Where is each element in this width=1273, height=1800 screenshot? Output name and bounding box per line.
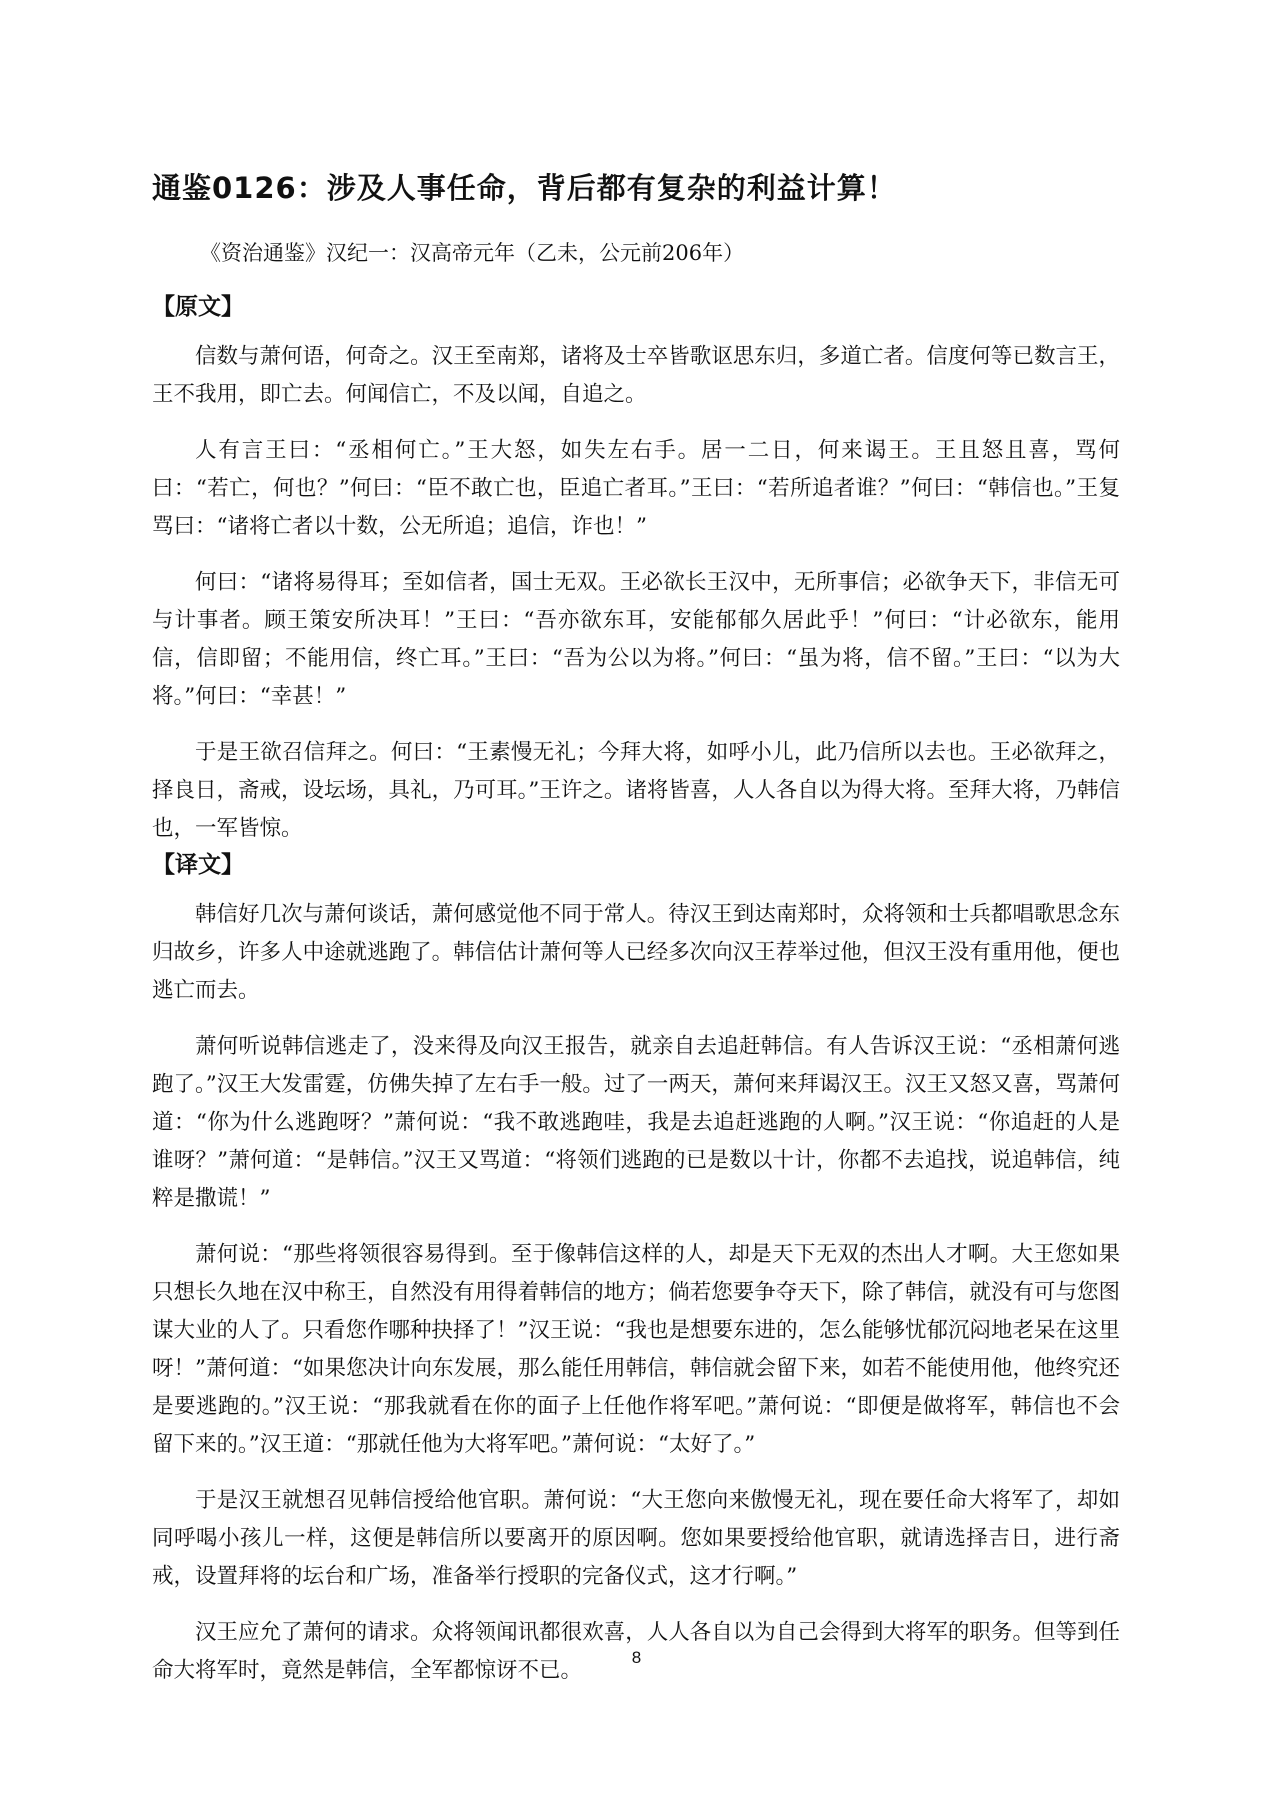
translation-paragraph: 于是汉王就想召见韩信授给他官职。萧何说：“大王您向来傲慢无礼，现在要任命大将军了，却如同呼喝小孩儿一样，这便是韩信所以要离开的原因啊。您如果要授给他官职，就请选择吉日，进行斋戒，设置拜将的坛台和广场，准备举行授职的完备仪式，这才行啊。”	[152, 1488, 1120, 1589]
source-citation: 《资治通鉴》汉纪一：汉高帝元年（乙未，公元前206年）	[200, 241, 745, 265]
translation-paragraph: 萧何说：“那些将领很容易得到。至于像韩信这样的人，却是天下无双的杰出人才啊。大王您如果只想长久地在汉中称王，自然没有用得着韩信的地方；倘若您要争夺天下，除了韩信，就没有可与您图谋大业的人了。只看您作哪种抉择了！”汉王说：“我也是想要东进的，怎么能够忧郁沉闷地老呆在这里呀！”萧何道：“如果您决计向东发展，那么能任用韩信，韩信就会留下来，如若不能使用他，他终究还是要逃跑的。”汉王说：“那我就看在你的面子上任他作将军吧。”萧何说：“即便是做将军，韩信也不会留下来的。”汉王道：“那就任他为大将军吧。”萧何说：“太好了。”	[152, 1242, 1120, 1457]
original-paragraph: 何曰：“诸将易得耳；至如信者，国士无双。王必欲长王汉中，无所事信；必欲争天下，非信无可与计事者。顾王策安所决耳！”王曰：“吾亦欲东耳，安能郁郁久居此乎！”何曰：“计必欲东，能用信，信即留；不能用信，终亡耳。”王曰：“吾为公以为将。”何曰：“虽为将，信不留。”王曰：“以为大将。”何曰：“幸甚！”	[152, 570, 1121, 709]
original-text-section	[152, 290, 1120, 866]
original-paragraph: 信数与萧何语，何奇之。汉王至南郑，诸将及士卒皆歌讴思东归，多道亡者。信度何等已数言王，王不我用，即亡去。何闻信亡，不及以闻，自追之。	[152, 344, 1120, 407]
translation-paragraph: 韩信好几次与萧何谈话，萧何感觉他不同于常人。待汉王到达南郑时，众将领和士兵都唱歌思念东归故乡，许多人中途就逃跑了。韩信估计萧何等人已经多次向汉王荐举过他，但汉王没有重用他，便也逃亡而去。	[152, 902, 1120, 1003]
translation-heading: 【译文】	[152, 852, 244, 878]
original-paragraph: 于是王欲召信拜之。何曰：“王素慢无礼；今拜大将，如呼小儿，此乃信所以去也。王必欲拜之，择良日，斋戒，设坛场，具礼，乃可耳。”王许之。诸将皆喜，人人各自以为得大将。至拜大将，乃韩信也，一军皆惊。	[152, 740, 1120, 841]
page-number: 8	[631, 1648, 642, 1667]
original-text-heading: 【原文】	[152, 294, 244, 320]
original-paragraph: 人有言王曰：“丞相何亡。”王大怒，如失左右手。居一二日，何来谒王。王且怒且喜，骂何曰：“若亡，何也？”何曰：“臣不敢亡也，臣追亡者耳。”王曰：“若所追者谁？”何曰：“韩信也。”王复骂曰：“诸将亡者以十数，公无所追；追信，诈也！”	[152, 438, 1120, 539]
translation-paragraph: 萧何听说韩信逃走了，没来得及向汉王报告，就亲自去追赶韩信。有人告诉汉王说：“丞相萧何逃跑了。”汉王大发雷霆，仿佛失掉了左右手一般。过了一两天，萧何来拜谒汉王。汉王又怒又喜，骂萧何道：“你为什么逃跑呀？”萧何说：“我不敢逃跑哇，我是去追赶逃跑的人啊。”汉王说：“你追赶的人是谁呀？”萧何道：“是韩信。”汉王又骂道：“将领们逃跑的已是数以十计，你都不去追找，说追韩信，纯粹是撒谎！”	[152, 1034, 1120, 1211]
translation-section	[152, 848, 1120, 1708]
translation-paragraph: 汉王应允了萧何的请求。众将领闻讯都很欢喜，人人各自以为自己会得到大将军的职务。但等到任命大将军时，竟然是韩信，全军都惊讶不已。	[152, 1620, 1120, 1683]
article-title: 通鉴0126：涉及人事任命，背后都有复杂的利益计算！	[152, 171, 897, 205]
